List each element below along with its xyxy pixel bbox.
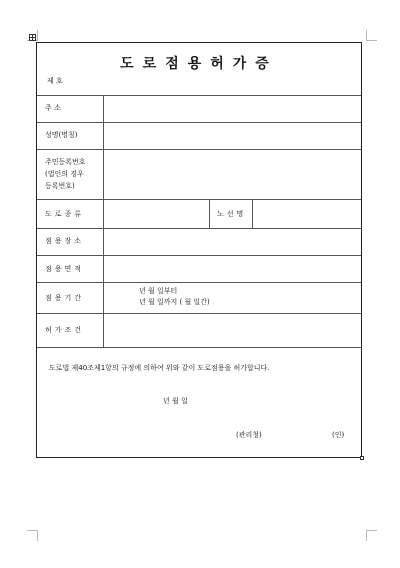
resize-handle[interactable] xyxy=(360,456,364,460)
permit-statement: 도로법 제40조제1항의 규정에 의하여 위와 같이 도로점용을 허가합니다. xyxy=(49,364,270,372)
road-type-label: 도로종류 xyxy=(45,210,85,218)
issue-date: 년 월 일 xyxy=(163,397,188,405)
crop-mark-bottom-right xyxy=(366,530,377,541)
id-label-line3: 등록번호) xyxy=(45,182,75,190)
permit-form xyxy=(36,42,362,458)
number-label: 제 호 xyxy=(47,77,63,85)
row-divider xyxy=(37,199,361,200)
label-column-divider xyxy=(103,95,104,347)
row-divider xyxy=(37,122,361,123)
id-label-line1: 주민등록번호 xyxy=(45,158,86,166)
seal-label: (인) xyxy=(332,431,345,439)
place-label: 점용장소 xyxy=(45,237,85,245)
crop-mark-top-right xyxy=(366,30,377,41)
cell-divider xyxy=(209,199,210,228)
row-divider xyxy=(37,255,361,256)
cell-divider xyxy=(252,199,253,228)
crop-mark-bottom-left xyxy=(27,530,38,541)
address-label: 주 소 xyxy=(45,104,61,112)
period-end: 년 월 일까지 ( 월 일간) xyxy=(139,298,210,306)
row-divider xyxy=(37,313,361,314)
row-divider xyxy=(37,347,361,348)
name-label: 성명(명칭) xyxy=(45,131,78,139)
period-start: 년 월 일부터 xyxy=(139,287,178,295)
form-title: 도로점용허가증 xyxy=(120,56,278,72)
row-divider xyxy=(37,95,361,96)
conditions-label: 허가조건 xyxy=(45,326,85,334)
route-name-label: 노선명 xyxy=(217,210,247,218)
id-label-line2: (법인의 경우 xyxy=(45,170,84,178)
authority-label: (관리청) xyxy=(236,431,262,439)
row-divider xyxy=(37,282,361,283)
area-label: 점용면적 xyxy=(45,265,85,273)
period-label: 점용기간 xyxy=(45,294,85,302)
table-move-handle-icon[interactable] xyxy=(29,34,36,41)
row-divider xyxy=(37,228,361,229)
row-divider xyxy=(37,149,361,150)
